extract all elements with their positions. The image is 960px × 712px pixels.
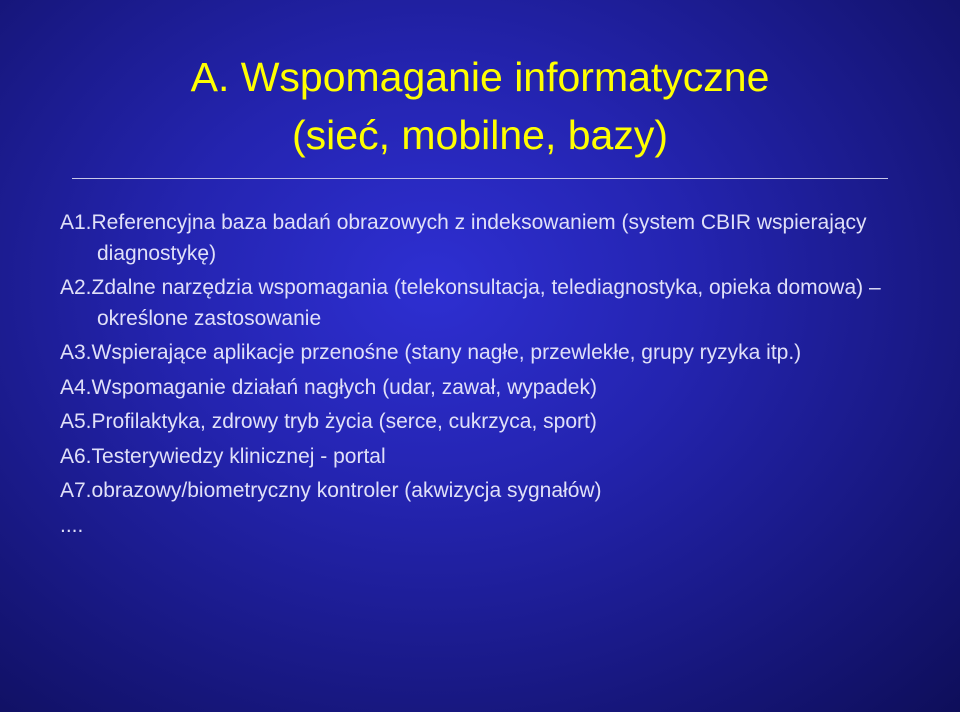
slide-title xyxy=(60,48,900,164)
list-item-a4: A4.Wspomaganie działań nagłych (udar, zawał, wypadek) xyxy=(60,375,597,399)
list-item-a1: A1.Referencyjna baza badań obrazowych z indeksowaniem (system CBIR wspierający diagnostykę) xyxy=(60,211,867,265)
list-item-a7: A7.obrazowy/biometryczny kontroler (akwizycja sygnałów) xyxy=(60,479,602,502)
item-list xyxy=(60,208,940,545)
list-item-a6: A6.Testerywiedzy klinicznej - portal xyxy=(60,444,386,468)
title-divider xyxy=(72,178,888,179)
title-line-1: A. Wspomaganie informatyczne xyxy=(190,54,770,100)
list-item-a3: A3.Wspierające aplikacje przenośne (stany nagłe, przewlekłe, grupy ryzyka itp.) xyxy=(60,341,802,364)
list-ellipsis: .... xyxy=(60,513,84,537)
list-item-a5: A5.Profilaktyka, zdrowy tryb życia (serce, cukrzyca, sport) xyxy=(60,410,597,433)
title-line-2: (sieć, mobilne, bazy) xyxy=(292,112,668,158)
list-item-a2: A2.Zdalne narzędzia wspomagania (telekonsultacja, telediagnostyka, opieka domowa) – określone zastosowanie xyxy=(60,276,881,330)
